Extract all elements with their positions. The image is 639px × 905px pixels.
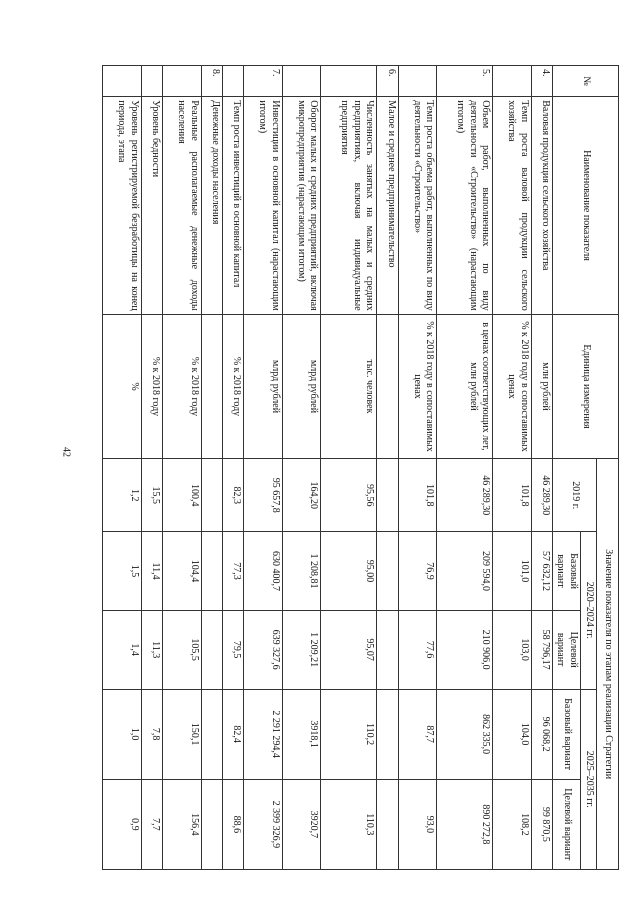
row-name: Малое и среднее предпринимательство [377, 97, 398, 314]
row-unit: млрд рублей [244, 314, 283, 459]
row-num: 5. [437, 66, 493, 97]
row-num: 6. [377, 66, 398, 97]
table-row [437, 66, 493, 870]
header-base-1: Базовый вариант [553, 532, 581, 611]
row-name: Реальные располагаемые денежные доходы населения [163, 97, 202, 314]
row-num [321, 66, 377, 97]
row-unit: % к 2018 году в сопоставимых ценах [398, 314, 437, 459]
row-num [141, 66, 162, 97]
table-row [321, 66, 377, 870]
value-target-2020-2024: 11,3 [141, 610, 162, 689]
row-name: Темп роста объема работ, выполненных по виду деятельности «Строительство» [398, 97, 437, 314]
value-base-2025-2035: 87,7 [398, 689, 437, 779]
header-values-group: Значение показателя по этапам реализации Стратегии [597, 459, 619, 870]
table-row [222, 66, 243, 870]
value-target-2025-2035: 3920,7 [282, 779, 321, 869]
value-2019: 164,20 [282, 459, 321, 532]
value-target-2025-2035: 7,7 [141, 779, 162, 869]
value-target-2025-2035: 88,6 [222, 779, 243, 869]
row-num: 4. [531, 66, 552, 97]
row-name: Численность занятых на малых и средних предприятиях, включая индивидуальные предприятия [321, 97, 377, 314]
value-2019: 100,4 [163, 459, 202, 532]
table-row [244, 66, 283, 870]
header-target-2: Целевой вариант [553, 779, 581, 869]
value-target-2025-2035: 93,0 [398, 779, 437, 869]
value-target-2020-2024: 103,0 [493, 610, 532, 689]
value-target-2025-2035 [377, 779, 398, 869]
value-2019: 1,2 [103, 459, 142, 532]
value-2019: 95 657,8 [244, 459, 283, 532]
value-target-2020-2024: 58 796,17 [531, 610, 552, 689]
value-2019: 101,8 [398, 459, 437, 532]
header-period-2020-2024: 2020–2024 гг. [581, 532, 597, 689]
value-base-2025-2035: 3918,1 [282, 689, 321, 779]
value-base-2020-2024: 57 632,12 [531, 532, 552, 611]
value-base-2025-2035: 96 068,2 [531, 689, 552, 779]
table-row [398, 66, 437, 870]
row-num [493, 66, 532, 97]
page-number: 42 [60, 447, 72, 457]
value-target-2025-2035 [201, 779, 222, 869]
value-target-2020-2024: 1 209,21 [282, 610, 321, 689]
value-2019 [201, 459, 222, 532]
value-base-2025-2035: 104,0 [493, 689, 532, 779]
value-target-2020-2024: 210 906,0 [437, 610, 493, 689]
row-num [103, 66, 142, 97]
value-base-2020-2024: 209 594,0 [437, 532, 493, 611]
value-2019: 46 289,30 [531, 459, 552, 532]
header-year-2019: 2019 г. [553, 459, 597, 532]
value-2019: 95,56 [321, 459, 377, 532]
value-target-2020-2024: 639 327,6 [244, 610, 283, 689]
value-base-2020-2024: 11,4 [141, 532, 162, 611]
row-num [222, 66, 243, 97]
value-base-2025-2035: 150,1 [163, 689, 202, 779]
value-target-2025-2035: 99 870,5 [531, 779, 552, 869]
value-target-2025-2035: 890 272,8 [437, 779, 493, 869]
value-2019: 15,5 [141, 459, 162, 532]
row-unit: % к 2018 году [141, 314, 162, 459]
row-name: Оборот малых и средних предприятий, включая микропредприятия (нарастающим итогом) [282, 97, 321, 314]
value-base-2020-2024: 101,0 [493, 532, 532, 611]
row-name: Уровень бедности [141, 97, 162, 314]
row-num: 7. [244, 66, 283, 97]
row-name: Валовая продукция сельского хозяйства [531, 97, 552, 314]
value-target-2020-2024 [201, 610, 222, 689]
value-target-2025-2035: 108,2 [493, 779, 532, 869]
row-name: Темп роста валовой продукции сельского хозяйства [493, 97, 532, 314]
row-unit: тыс. человек [321, 314, 377, 459]
value-base-2020-2024: 76,9 [398, 532, 437, 611]
value-target-2020-2024: 95,07 [321, 610, 377, 689]
table-row [531, 66, 552, 870]
table-row [103, 66, 142, 870]
value-2019: 46 289,30 [437, 459, 493, 532]
table-row [377, 66, 398, 870]
header-num: № [553, 66, 619, 97]
value-target-2025-2035: 156,4 [163, 779, 202, 869]
row-num [398, 66, 437, 97]
value-base-2020-2024: 104,4 [163, 532, 202, 611]
row-name: Денежные доходы населения [201, 97, 222, 314]
value-target-2020-2024: 77,6 [398, 610, 437, 689]
table-row [141, 66, 162, 870]
value-target-2020-2024: 79,5 [222, 610, 243, 689]
row-num: 8. [201, 66, 222, 97]
value-base-2025-2035: 110,2 [321, 689, 377, 779]
value-target-2020-2024: 105,5 [163, 610, 202, 689]
value-target-2025-2035: 110,3 [321, 779, 377, 869]
value-base-2025-2035: 862 335,0 [437, 689, 493, 779]
value-target-2025-2035: 2 399 326,9 [244, 779, 283, 869]
value-base-2025-2035: 2 291 294,4 [244, 689, 283, 779]
value-base-2020-2024: 95,00 [321, 532, 377, 611]
row-unit [201, 314, 222, 459]
row-unit: % к 2018 году [163, 314, 202, 459]
value-2019: 82,3 [222, 459, 243, 532]
value-base-2020-2024: 1,5 [103, 532, 142, 611]
row-unit: % к 2018 году в сопоставимых ценах [493, 314, 532, 459]
row-unit: млн рублей [531, 314, 552, 459]
value-2019 [377, 459, 398, 532]
indicators-table [102, 65, 619, 870]
row-unit: млрд рублей [282, 314, 321, 459]
value-target-2020-2024 [377, 610, 398, 689]
value-base-2020-2024: 630 400,7 [244, 532, 283, 611]
row-unit: % [103, 314, 142, 459]
rotated-page-content [102, 65, 619, 870]
value-base-2025-2035 [377, 689, 398, 779]
value-base-2020-2024 [201, 532, 222, 611]
header-base-2: Базовый вариант [553, 689, 581, 779]
header-unit: Единица измерения [553, 314, 619, 459]
header-name: Наименование показателя [553, 97, 619, 314]
row-name: Уровень регистрируемой безработицы на конец периода, этапа [103, 97, 142, 314]
table-row [201, 66, 222, 870]
row-unit: % к 2018 году [222, 314, 243, 459]
value-base-2020-2024 [377, 532, 398, 611]
value-target-2025-2035: 0,9 [103, 779, 142, 869]
header-target-1: Целевой вариант [553, 610, 581, 689]
row-num [163, 66, 202, 97]
row-name: Объем работ, выполненных по виду деятельности «Строительство» (нарастающим итогом) [437, 97, 493, 314]
row-unit [377, 314, 398, 459]
table-row [493, 66, 532, 870]
value-base-2025-2035: 82,4 [222, 689, 243, 779]
value-target-2020-2024: 1,4 [103, 610, 142, 689]
value-base-2025-2035 [201, 689, 222, 779]
row-name: Темп роста инвестиций в основной капитал [222, 97, 243, 314]
row-num [282, 66, 321, 97]
value-base-2025-2035: 1,0 [103, 689, 142, 779]
row-unit: в ценах соответствующих лет, млн рублей [437, 314, 493, 459]
row-name: Инвестиции в основной капитал (нарастающим итогом) [244, 97, 283, 314]
header-period-2025-2035: 2025–2035 гг. [581, 689, 597, 870]
value-2019: 101,8 [493, 459, 532, 532]
value-base-2020-2024: 1 208,81 [282, 532, 321, 611]
value-base-2020-2024: 77,3 [222, 532, 243, 611]
table-row [163, 66, 202, 870]
table-row [282, 66, 321, 870]
value-base-2025-2035: 7,8 [141, 689, 162, 779]
